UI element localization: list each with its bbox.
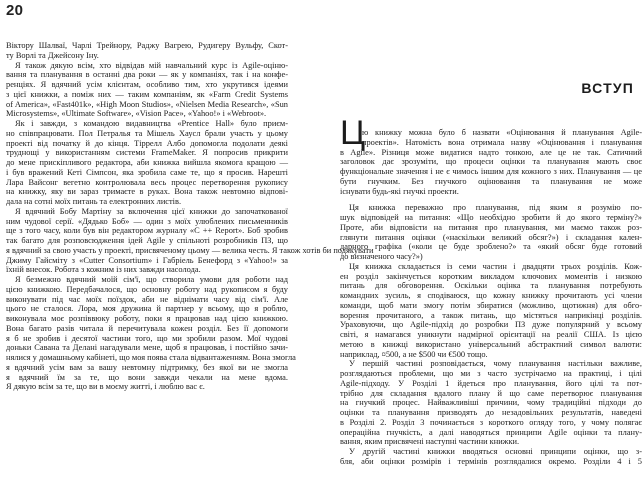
- text-line: бля, аби оцінки розмірів і термінів розглядалися окремо. Розділи 4 і 5: [340, 456, 642, 466]
- text-line: Я безмежно вдячний моїй сім'ї, що створила умови для роботи над: [15, 275, 288, 284]
- text-line: до мене прискіпливого редактора, аби книжка вийшла якомога кращою —: [6, 158, 288, 167]
- text-line: шук відповідей на питання: «Що необхідно зробити й до якого терміну?»: [340, 213, 642, 222]
- paragraph-gap: [340, 196, 642, 203]
- text-line: команди, щоб мати змогу потім збиратися (можливо, щотижня) для обго-: [340, 300, 642, 310]
- text-line: но співпрацювати. Пол Петралья та Мішель Хаусл брали участь у цьому: [6, 128, 288, 138]
- text-line: на гнучкий процес. Найважливіші причини, чому традиційні підходи до: [340, 398, 642, 408]
- text-line: і був вражений Кеті Сімпсон, яка зробила саме те, що я просив. Нарешті: [6, 167, 288, 177]
- text-line: Джиму Гайсміту з «Cutter Consortium» і Габріель Бенефорд з «Yahoo!» за: [6, 255, 288, 265]
- text-line: Вона багато разів читала й перечитувала кожен розділ. Без її допомоги: [6, 323, 288, 333]
- text-line: виконувати під час моїх поїздок, аби не віднімати часу від сім'ї. Але: [6, 294, 288, 304]
- text-line: of America», «Fast401k», «High Moon Studios», «Nielsen Media Research», «Sun: [6, 99, 288, 109]
- text-line: заголовок дає зрозуміти, що процеси оцінки та планування мають своє: [340, 157, 642, 167]
- text-line: Лара Вайсонг вегетно контролювала весь процес перетворення рукопису: [6, 177, 288, 187]
- text-line: ю книжку можна було б назвати «Оцінювання й планування Agile-: [362, 128, 642, 137]
- text-line: Agile-підходу. У Розділі 1 йдеться про планування, його цілі та пот-: [340, 378, 642, 388]
- text-line: я б не зробив і десятої частини того, що ми зробили разом. Мої чудові: [6, 333, 288, 343]
- text-line: їхній внесок. Робота з кожним із них завжди насолода.: [6, 265, 201, 275]
- text-line: до визначеного часу?»): [340, 252, 423, 261]
- text-line: питань для обговорення. Оскільки оцінка та планування потребують: [340, 281, 642, 291]
- text-line: я вдячний за свою участь у проекті, присвяченому цьому — велика честь. Я також хотів би подякувати: [6, 245, 374, 255]
- text-line: наприклад, ¤500, а не $500 чи €500 тощо.: [340, 349, 488, 359]
- text-line: цією книжкою. Передбачалося, що основну роботу над рукописом я буду: [6, 284, 288, 294]
- text-line: існувати будь-які гнучкі проекти.: [340, 186, 459, 196]
- text-line: ту Ворлі та Джейсону Іну.: [6, 50, 99, 60]
- text-line: У другій частині книжки вводяться основні принципи оцінки, що з-: [349, 447, 642, 456]
- text-line: Проте, аби відповісти на питання про планування, ми маємо також роз-: [340, 222, 642, 232]
- text-line: в Розділі 2. Розділ 3 починається з короткого огляду того, у чому полягає: [340, 417, 642, 427]
- text-line: проектів». Натомість вона отримала назву «Оцінювання і планування: [362, 137, 642, 147]
- text-line: з цієї книжки, а поміж них — таким компаніям, як «Farm Credit Systems: [6, 89, 288, 99]
- text-line: метою в книжці використано універсальний абстрактний символ валюти:: [340, 339, 642, 349]
- drop-cap: Ц: [340, 114, 366, 152]
- text-line: розглядаються проблеми, що ми з часто зустрічаємо на практиці, і цілі: [340, 369, 642, 378]
- text-line: так багато для розповсюдження ідей Agile у спільноті розробників ПЗ, що: [6, 236, 288, 245]
- text-line: вання та планування в останні два роки — як у компаніях, так і на конфе-: [6, 70, 288, 80]
- text-line: нялися у домашньому кабінеті, що моя поява стала відвантаженням. Вона змогла: [6, 353, 296, 362]
- text-line: глянути питання оцінки («наскільки великий обсяг?») і складання кален-: [340, 232, 642, 242]
- text-line: в Agile». Різниця може видатися надто тонкою, але це не так. Сатичний: [340, 147, 642, 157]
- text-line: функціональне значення і не є чимось іншим для кожного з них. Планування — це: [340, 167, 642, 176]
- text-line: трібно для складання вдалого плану й що саме перетворює планування: [340, 388, 642, 398]
- right-page: [320, 0, 640, 480]
- text-line: я вдячний усім вам за вашу невтомну підтримку, без якої ви не змогла: [6, 362, 288, 372]
- text-line: я вдячний їм за те, що вони завжди чекали на мене вдома.: [6, 372, 288, 382]
- text-line: цього не сталося. Лора, моя дружина й партнер у всьому, що я роблю,: [6, 304, 288, 314]
- left-page-body: [6, 41, 374, 392]
- text-line: доньки Савана та Делані нагадували мене, щоб я працював, і постійно зачи-: [6, 343, 288, 353]
- text-line: Віктору Шалваї, Чарлі Трейнору, Раджу Вагрею, Рудигеру Вульфу, Скот-: [6, 41, 288, 50]
- text-line: Я дякую всім за те, що ви в моєму житті, і люблю вас є.: [6, 382, 205, 392]
- right-page-body: [340, 128, 642, 467]
- text-line: Ця книжка складається із семи частин і двадцяти трьох розділів. Кож-: [349, 261, 642, 271]
- chapter-title: ВСТУП: [581, 80, 634, 96]
- text-line: вання, яким присвячені наступні частини книжки.: [340, 437, 520, 447]
- text-line: проекті від початку й до кінця. Тіррелл Албо допомогла подолати деякі: [6, 138, 288, 148]
- text-line: операційна гнучкість, а далі наводяться принципи Agile оцінки та плану-: [340, 427, 642, 437]
- text-line: командних зусиль, я сподіваюся, що кожну книжку прочитають усі члени: [340, 291, 642, 300]
- text-line: ним чудової серії. «Дядько Боб» — один з моїх улюблених письменників: [6, 216, 288, 226]
- page-number: 20: [6, 2, 24, 19]
- text-line: ен розділ закінчується коротким викладом ключових моментів і низкою: [340, 271, 642, 281]
- text-line: ренціях. Я вдячний усім клієнтам, особливо тим, хто укрутився ідеями: [6, 80, 288, 89]
- text-line: виконувала моє розпіввюку роботу, поки я працював над цією книжкою.: [6, 314, 288, 323]
- text-line: бути гнучким. Без гнучкого оцінювання та планування не може: [340, 176, 642, 186]
- text-line: оцінки та планування призводять до незадовільних результатів, наведені: [340, 408, 642, 417]
- text-line: Як і завжди, з командою видавництва «Prentice Hall» було приєм-: [15, 119, 288, 128]
- text-line: Ця книжка переважно про планування, під яким я розумію по-: [349, 203, 642, 213]
- text-line: ще з того часу, коли був він редактором журналу «C ++ Report». Боб зробив: [6, 226, 288, 236]
- text-line: Я також дякую всім, хто відвідав мій навчальний курс із Agile-оціню-: [15, 60, 288, 70]
- text-line: світі, я намагався уникнути надмірної орієнтації на реалії США. Із цією: [340, 330, 642, 339]
- text-line: дала на сотні моїх питань та електронних листів.: [6, 197, 182, 206]
- text-line: ворення прочитаного, а також питань, що містяться наприкінці розділів.: [340, 310, 642, 320]
- text-line: Ураховуючи, що Agile-підхід до розробки ПЗ дуже популярний у всьому: [340, 320, 642, 330]
- text-line: труднощі у використанням системи FrameMaker. Я попросив прикрити: [6, 148, 288, 158]
- text-line: на книжку, яку ви зараз тримаєте в руках. Вона також невтомно відпові-: [6, 187, 288, 197]
- text-line: У першій частині розповідається, чому планування настільки важливе,: [349, 359, 642, 369]
- text-line: Я вдячний Бобу Мартіну за включення цієї книжки до започаткованої: [15, 206, 288, 216]
- text-line: дарного графіка («коли це буде зроблено?» та «який обсяг буде готовий: [340, 242, 642, 252]
- text-line: Microsystems», «Ultimate Software», «Vision Pace», «Yahoo!» і «Webroot».: [6, 109, 267, 119]
